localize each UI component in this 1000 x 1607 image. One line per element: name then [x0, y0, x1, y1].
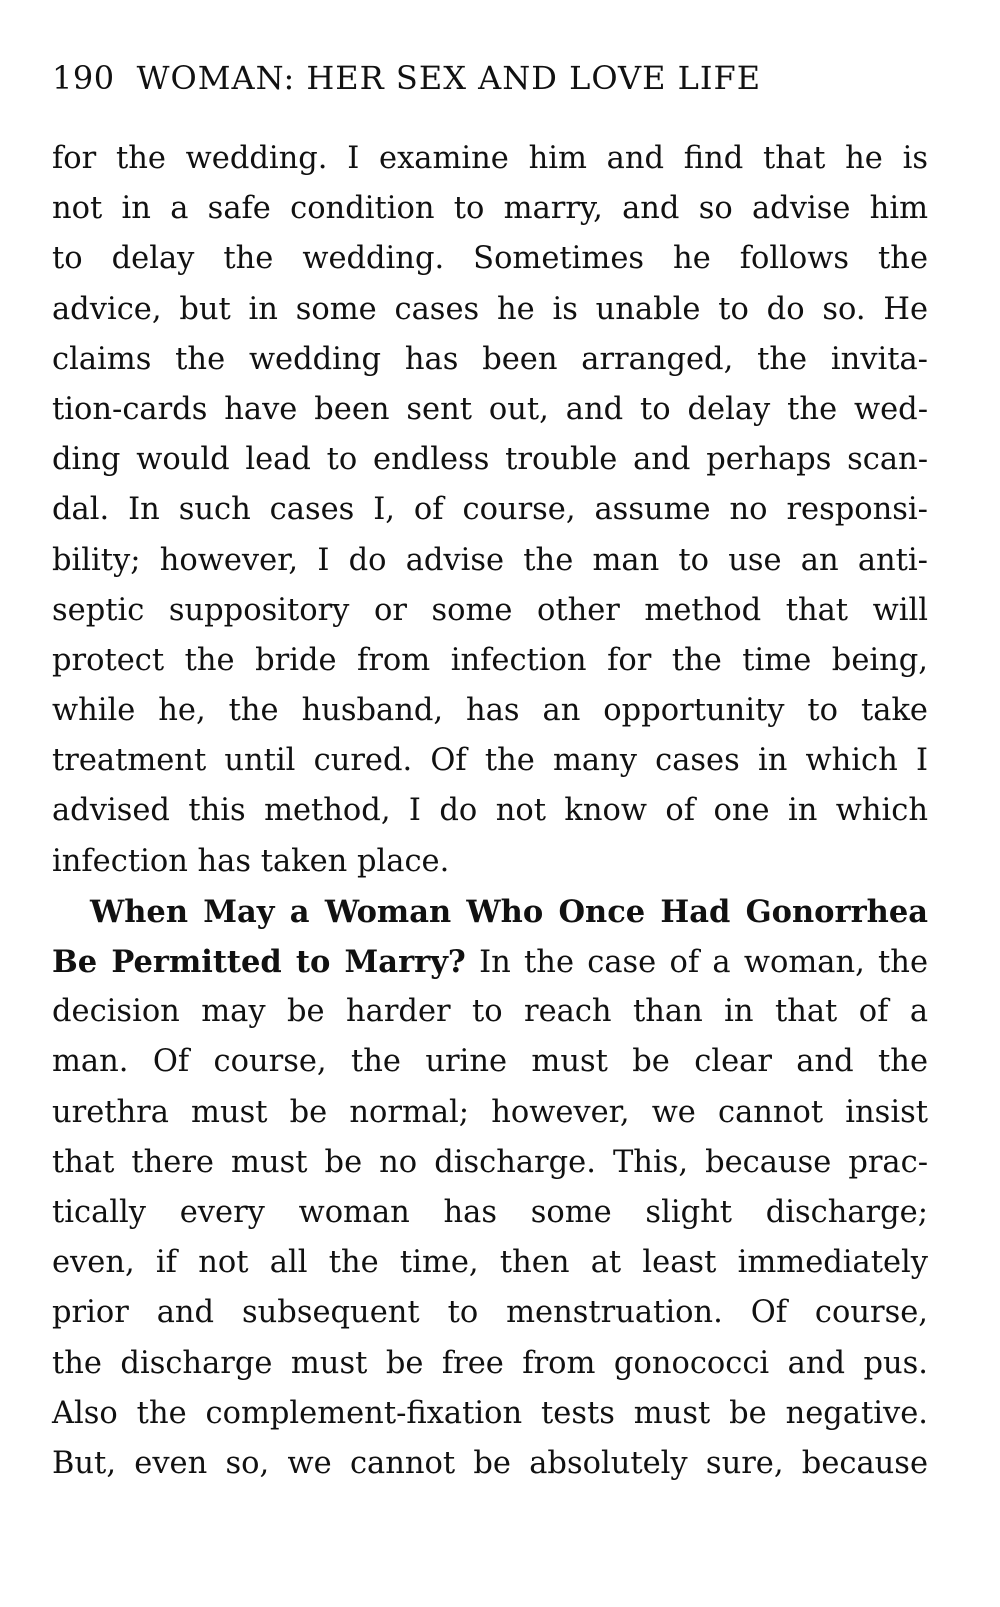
text-line: decision may be harder to reach than in that of a [52, 994, 928, 1030]
text-line: infection has taken place. [52, 843, 450, 879]
text-line: dal. In such cases I, of course, assume no responsi- [52, 492, 928, 528]
text-line: treatment until cured. Of the many cases in which I [52, 743, 928, 779]
page-number: 190 [52, 59, 115, 97]
text-line: Also the complement-fixation tests must be negative. [52, 1395, 928, 1431]
running-head [52, 55, 928, 101]
text-line: claims the wedding has been arranged, the invita- [52, 341, 928, 377]
text-line: even, if not all the time, then at least immediately [52, 1245, 928, 1281]
text-line: septic suppository or some other method that will [52, 592, 928, 628]
text-line: the discharge must be free from gonococci and pus. [52, 1345, 928, 1381]
text-line: advice, but in some cases he is unable to do so. He [52, 291, 928, 327]
running-title: WOMAN: HER SEX AND LOVE LIFE [136, 59, 762, 97]
section-heading: When May a Woman Who Once Had Gonorrhea [90, 893, 928, 930]
text-line [52, 937, 928, 987]
text-line: protect the bride from infection for the time being, [52, 642, 928, 678]
text-line: while he, the husband, has an opportunity to take [52, 693, 928, 729]
text-line: tion-cards have been sent out, and to delay the wed- [52, 391, 928, 427]
text-line: that there must be no discharge. This, because prac- [52, 1144, 928, 1180]
text-line: prior and subsequent to menstruation. Of course, [52, 1295, 928, 1331]
text-line: tically every woman has some slight discharge; [52, 1194, 928, 1230]
text-line: ding would lead to endless trouble and perhaps scan- [52, 442, 928, 478]
paragraph-marriage-question [52, 887, 928, 1489]
text-fragment: In the case of a woman, the [465, 945, 928, 980]
text-line: But, even so, we cannot be absolutely sure, because [52, 1445, 928, 1481]
text-line: bility; however, I do advise the man to use an anti- [52, 542, 928, 578]
body-text [52, 134, 928, 1489]
text-line: advised this method, I do not know of one in which [52, 793, 928, 829]
text-line: to delay the wedding. Sometimes he follows the [52, 241, 928, 277]
section-heading-continued: Be Permitted to Marry? [52, 944, 466, 980]
text-line: man. Of course, the urine must be clear and the [52, 1044, 928, 1080]
paragraph-continuation [52, 134, 928, 887]
book-page [52, 55, 928, 1489]
text-line: urethra must be normal; however, we cannot insist [52, 1094, 928, 1130]
text-line: not in a safe condition to marry, and so advise him [52, 191, 928, 227]
text-line: for the wedding. I examine him and find that he is [52, 141, 928, 176]
